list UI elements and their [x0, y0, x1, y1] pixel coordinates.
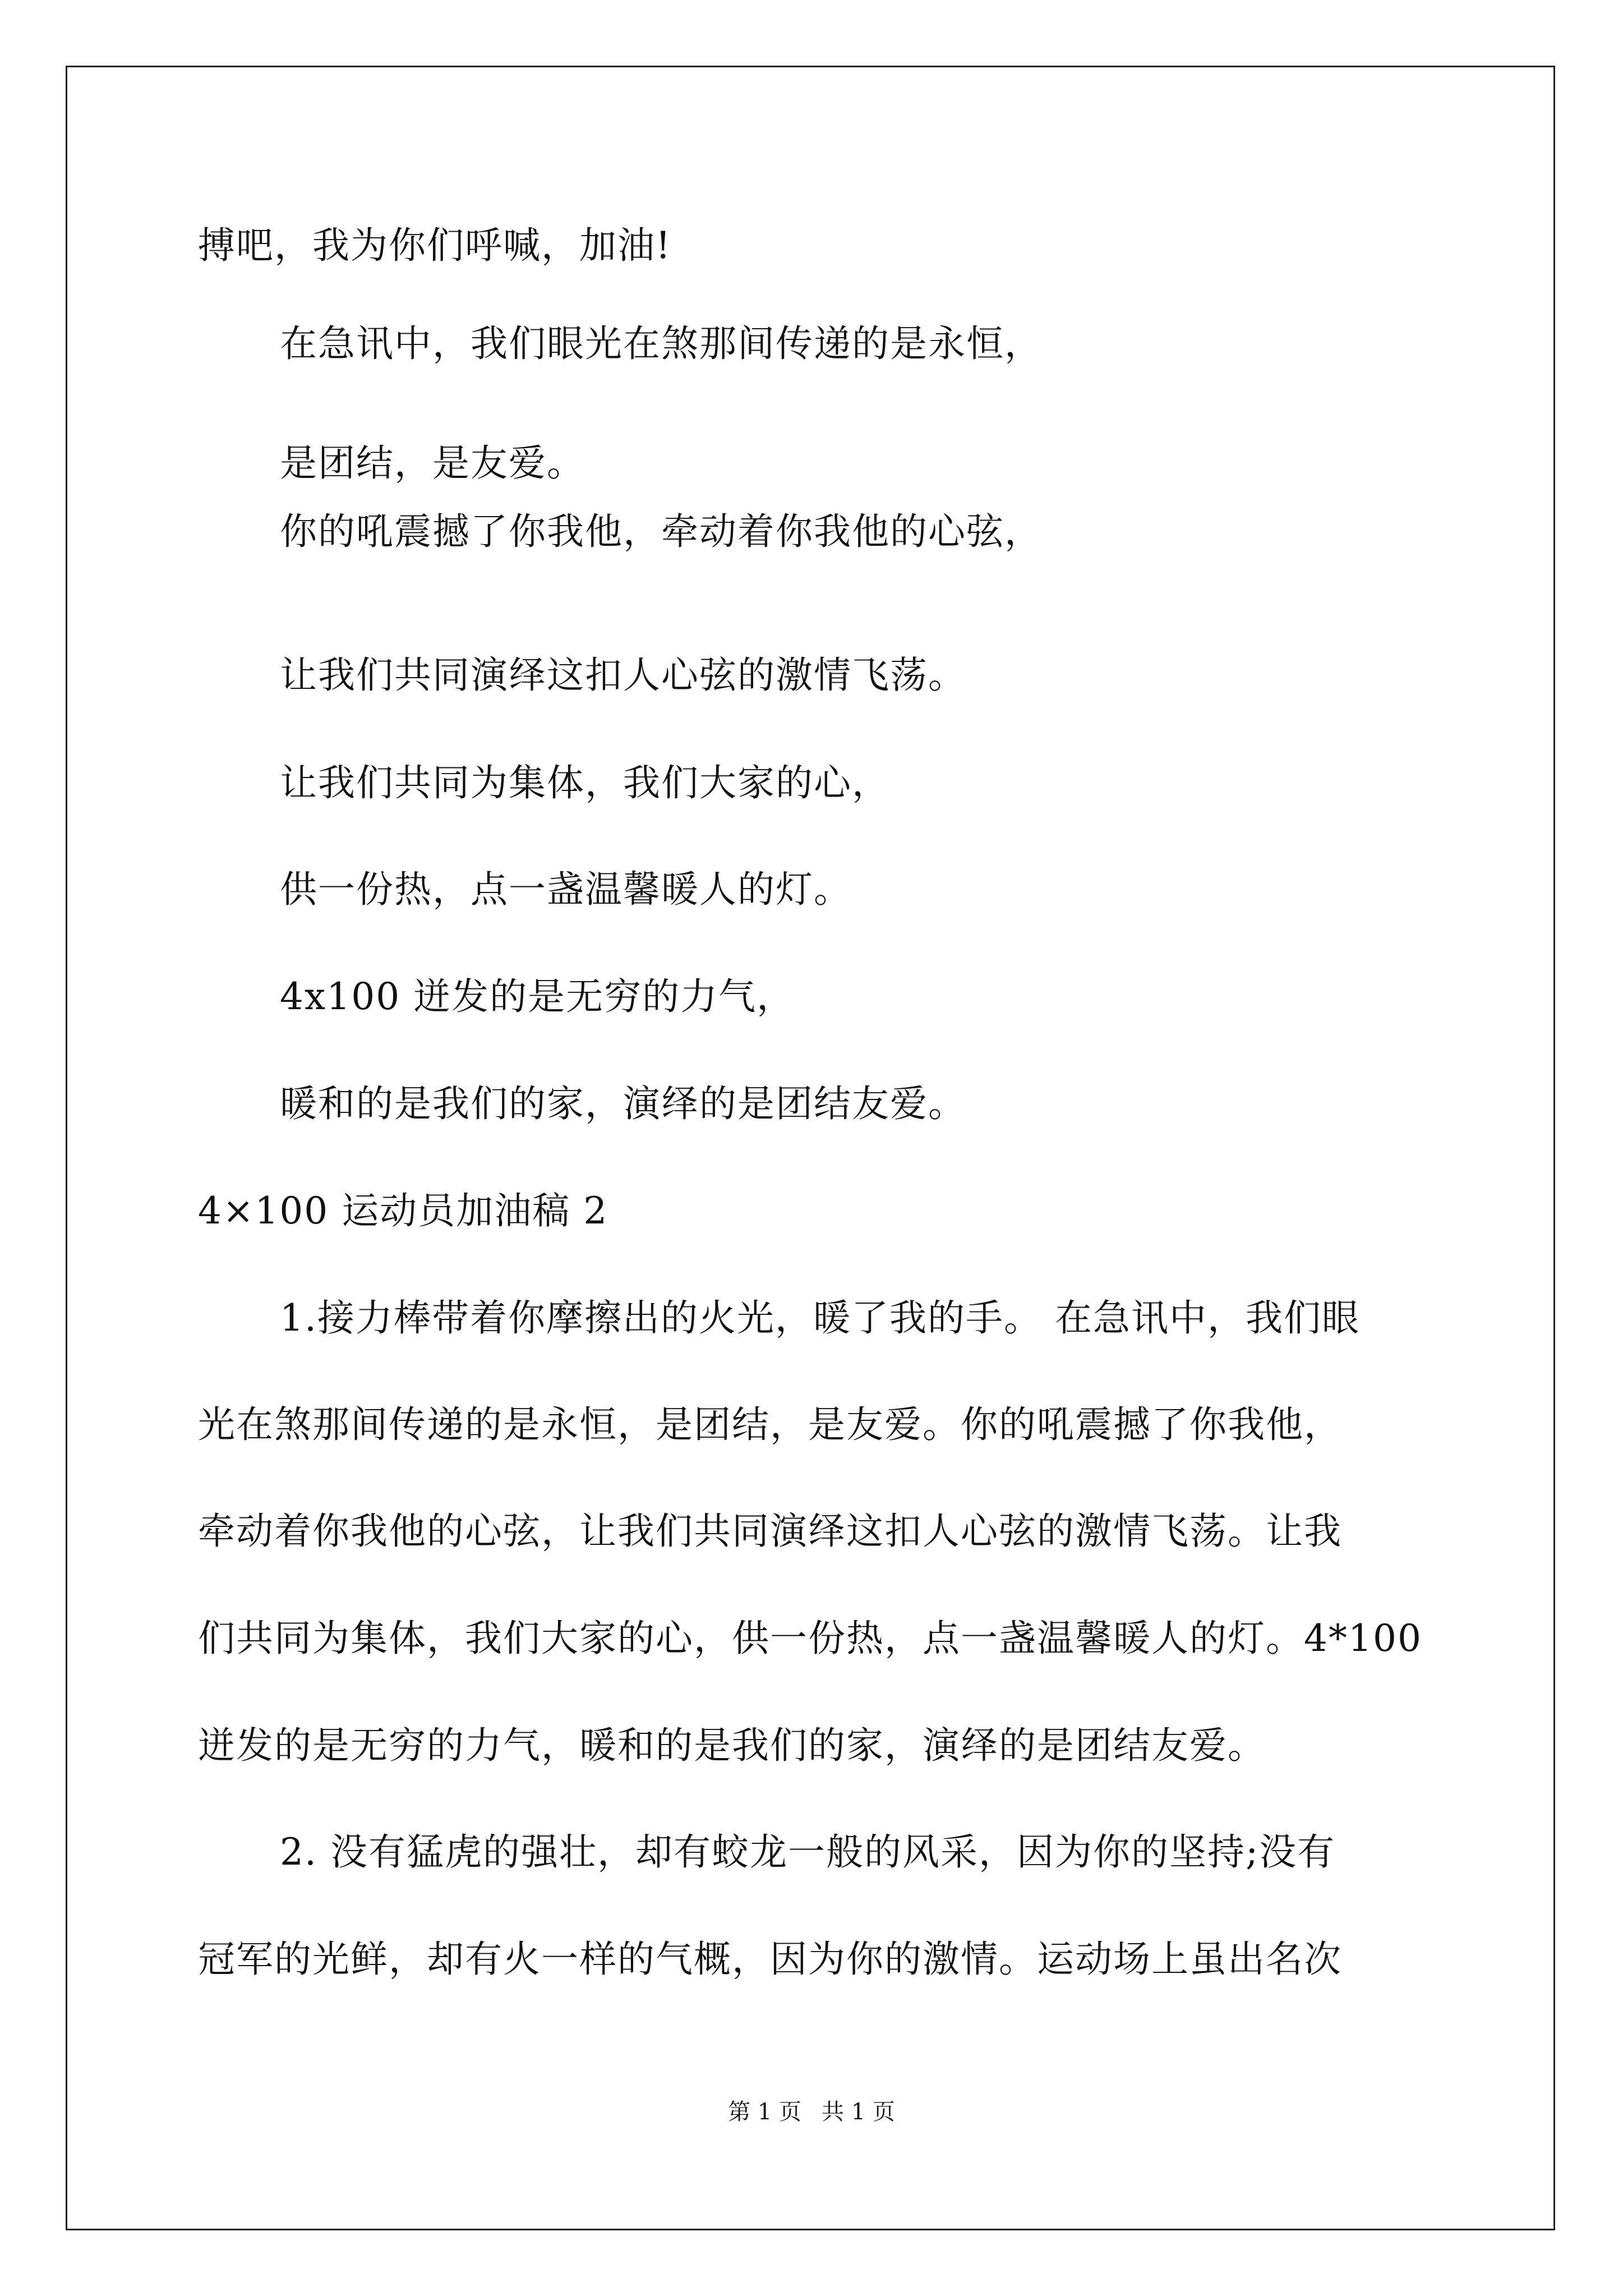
text-line: 冠军的光鲜，却有火一样的气概，因为你的激情。运动场上虽出名次 [198, 1938, 1342, 1981]
section-heading: 4×100 运动员加油稿 2 [198, 1189, 608, 1232]
text-line: 是团结，是友爱。 [280, 441, 585, 485]
text-line: 供一份热，点一盏温馨暖人的灯。 [280, 868, 852, 911]
text-line: 1.接力棒带着你摩擦出的火光，暖了我的手。 在急讯中，我们眼 [280, 1296, 1360, 1340]
text-line: 搏吧，我为你们呼喊，加油! [198, 224, 672, 267]
page-border [66, 66, 1555, 2230]
text-line: 牵动着你我他的心弦，让我们共同演绎这扣人心弦的激情飞荡。让我 [198, 1510, 1342, 1553]
page-total: 共 1 页 [822, 2099, 895, 2125]
text-line: 2. 没有猛虎的强壮，却有蛟龙一般的风采，因为你的坚持;没有 [280, 1830, 1336, 1874]
text-line: 光在煞那间传递的是永恒，是团结，是友爱。你的吼震撼了你我他， [198, 1403, 1342, 1446]
text-line: 暖和的是我们的家，演绎的是团结友爱。 [280, 1082, 966, 1125]
text-line: 在急讯中，我们眼光在煞那间传递的是永恒， [280, 322, 1043, 365]
text-line: 迸发的是无穷的力气，暖和的是我们的家，演绎的是团结友爱。 [198, 1724, 1266, 1767]
page-footer [0, 2098, 1623, 2126]
text-line: 让我们共同为集体，我们大家的心， [280, 761, 890, 804]
text-line: 们共同为集体，我们大家的心，供一份热，点一盏温馨暖人的灯。4*100 [198, 1617, 1422, 1660]
page-number: 第 1 页 [728, 2099, 801, 2125]
text-line: 4x100 迸发的是无穷的力气， [280, 975, 795, 1018]
text-line: 让我们共同演绎这扣人心弦的激情飞荡。 [280, 654, 966, 697]
text-line: 你的吼震撼了你我他，牵动着你我他的心弦， [280, 510, 1043, 553]
